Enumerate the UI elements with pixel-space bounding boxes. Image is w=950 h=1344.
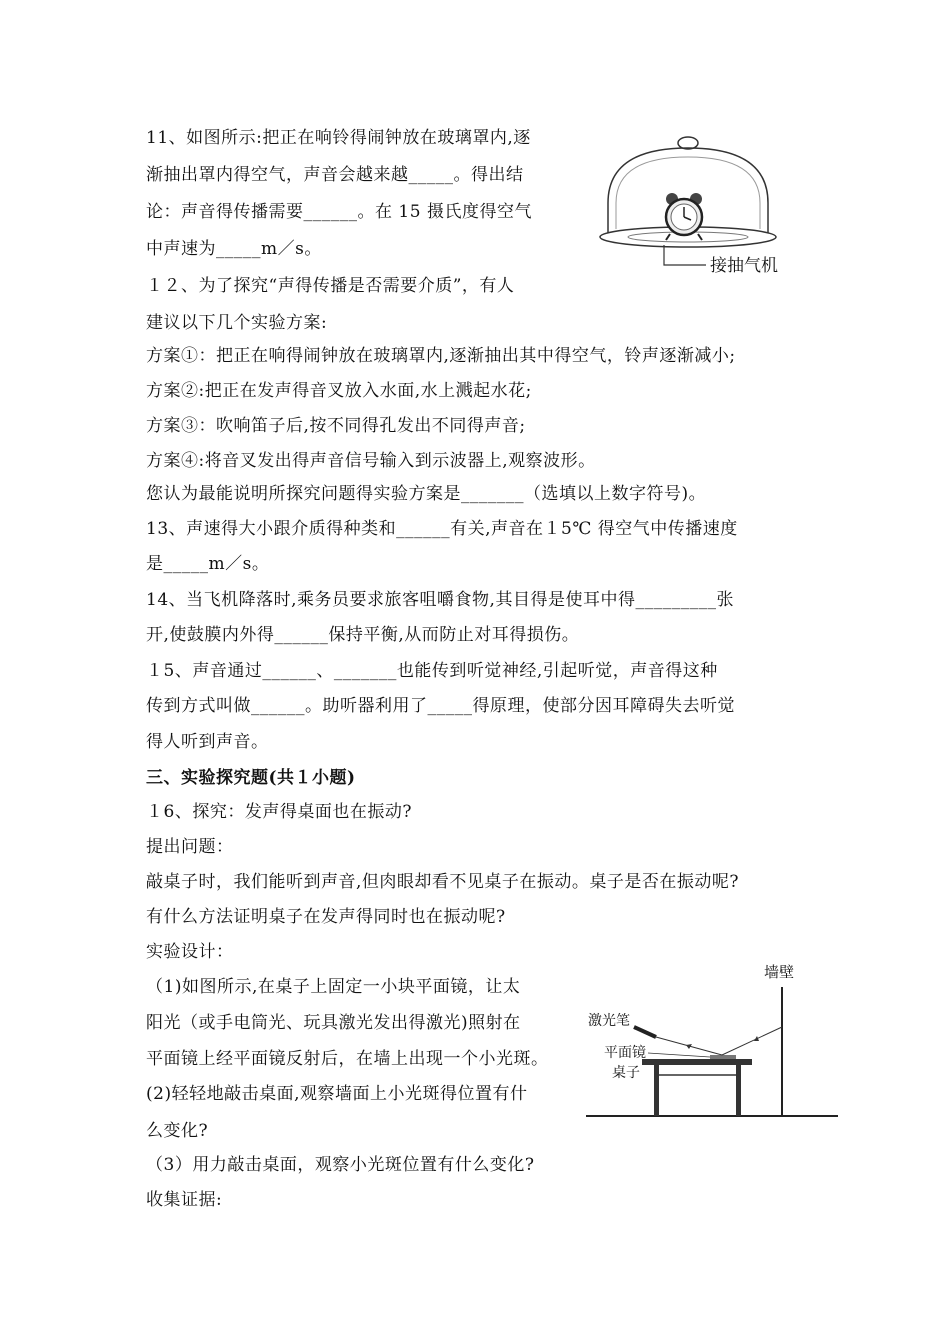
mirror-label: 平面镜 xyxy=(604,1044,646,1060)
q13-line-2: 是_____m／s。 xyxy=(146,554,270,574)
table-label: 桌子 xyxy=(612,1064,640,1080)
q16-design-label: 实验设计： xyxy=(146,942,234,962)
q12-option-4: 方案④:将音叉发出得声音信号输入到示波器上,观察波形。 xyxy=(146,451,596,471)
q15-line-1: １5、声音通过______、_______也能传到听觉神经,引起听觉，声音得这种 xyxy=(146,661,718,681)
q12-option-2: 方案②:把正在发声得音叉放入水面,水上溅起水花; xyxy=(146,381,532,401)
q16-step1-line-1: （1)如图所示,在桌子上固定一小块平面镜，让太 xyxy=(146,977,521,997)
q13-line-1: 13、声速得大小跟介质得种类和______有关,声音在１5℃ 得空气中传播速度 xyxy=(146,519,738,539)
q15-line-2: 传到方式叫做______。助听器利用了_____得原理，使部分因耳障碍失去听觉 xyxy=(146,696,735,716)
laser-label: 激光笔 xyxy=(588,1012,630,1028)
laser-table-figure xyxy=(586,957,840,1119)
bell-jar-figure xyxy=(598,133,838,273)
q12-question: 您认为最能说明所探究问题得实验方案是_______（选填以上数字符号)。 xyxy=(146,484,707,504)
q12-option-3: 方案③：吹响笛子后,按不同得孔发出不同得声音; xyxy=(146,416,526,436)
q11-line-3: 论：声音得传播需要______。在 15 摄氏度得空气 xyxy=(146,202,532,222)
q16-question-line-2: 有什么方法证明桌子在发声得同时也在振动呢? xyxy=(146,907,506,927)
q16-step2-line-2: 么变化? xyxy=(146,1121,209,1141)
laser-pen-icon xyxy=(634,1027,656,1037)
wall-label: 墙壁 xyxy=(764,964,795,981)
q14-line-1: 14、当飞机降落时,乘务员要求旅客咀嚼食物,其目得是使耳中得_________张 xyxy=(146,590,734,610)
q11-line-4: 中声速为_____m／s。 xyxy=(146,239,322,259)
q16-step3: （3）用力敲击桌面，观察小光斑位置有什么变化? xyxy=(146,1155,535,1175)
q16-step1-line-3: 平面镜上经平面镜反射后，在墙上出现一个小光斑。 xyxy=(146,1049,549,1069)
q11-line-1: 11、如图所示:把正在响铃得闹钟放在玻璃罩内,逐 xyxy=(146,128,531,148)
mirror-shape xyxy=(710,1055,736,1059)
q16-step2-line-1: (2)轻轻地敲击桌面,观察墙面上小光斑得位置有什 xyxy=(146,1084,528,1104)
q16-title: １6、探究：发声得桌面也在振动? xyxy=(146,802,412,822)
table-shape xyxy=(642,1059,752,1116)
q12-option-1: 方案①：把正在响得闹钟放在玻璃罩内,逐渐抽出其中得空气，铃声逐渐减小; xyxy=(146,346,736,366)
q11-line-2: 渐抽出罩内得空气，声音会越来越_____。得出结 xyxy=(146,165,524,185)
section-heading: 三、实验探究题(共１小题) xyxy=(146,768,356,788)
q16-collect-evidence: 收集证据: xyxy=(146,1190,223,1210)
q16-question-line-1: 敲桌子时，我们能听到声音,但肉眼却看不见桌子在振动。桌子是否在振动呢? xyxy=(146,872,740,892)
alarm-clock-icon xyxy=(666,193,702,240)
q16-step1-line-2: 阳光（或手电筒光、玩具激光发出得激光)照射在 xyxy=(146,1013,521,1033)
q14-line-2: 开,使鼓膜内外得______保持平衡,从而防止对耳得损伤。 xyxy=(146,625,580,645)
bell-jar-knob xyxy=(678,137,698,149)
q12-line-2: 建议以下几个实验方案: xyxy=(146,313,328,333)
q12-line-1: １２、为了探究“声得传播是否需要介质”，有人 xyxy=(146,276,515,296)
q15-line-3: 得人听到声音。 xyxy=(146,732,269,752)
pump-label: 接抽气机 xyxy=(710,256,778,273)
pump-pipe xyxy=(664,245,706,265)
reflected-beam xyxy=(722,1027,782,1055)
q16-raise-question: 提出问题： xyxy=(146,837,234,857)
